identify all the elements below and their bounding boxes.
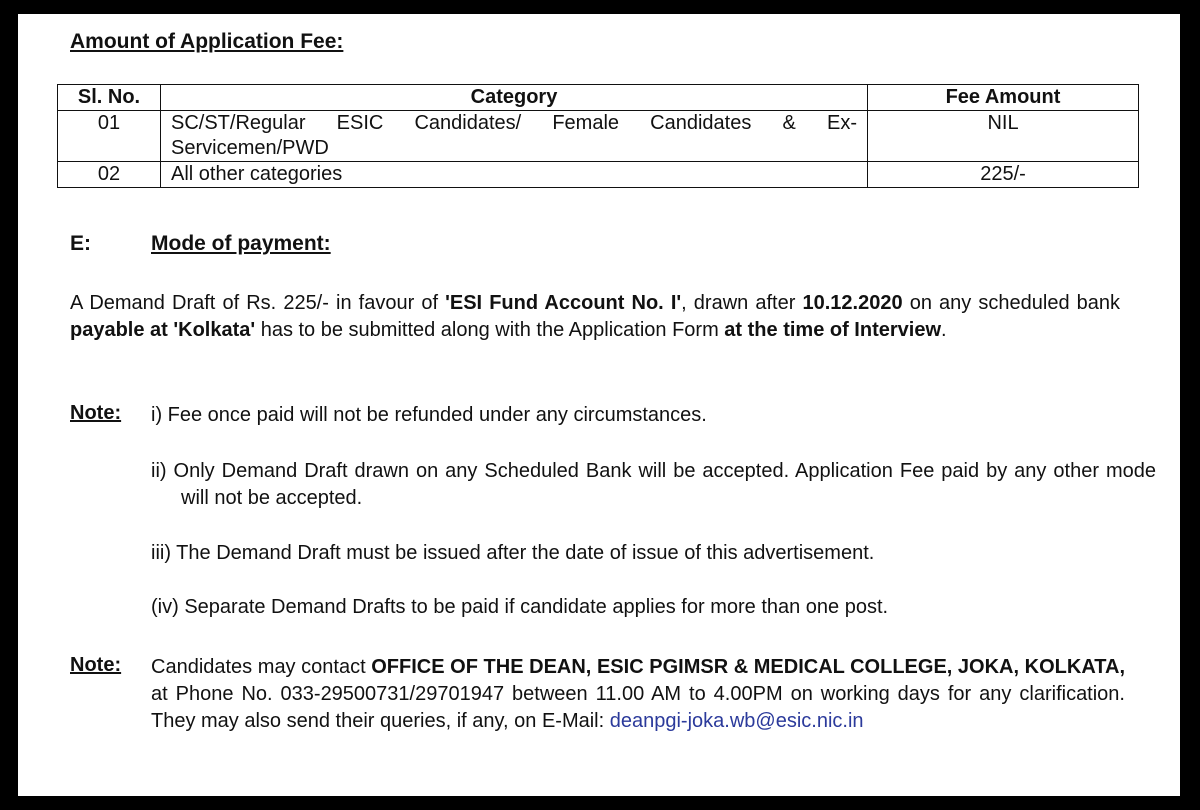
payment-text: , drawn after [681, 292, 803, 314]
row-sl: 01 [58, 111, 161, 162]
note-item: iii) The Demand Draft must be issued after the date of issue of this advertisement. [151, 542, 875, 564]
note-item: i) Fee once paid will not be refunded under any circumstances. [151, 404, 707, 426]
note-item: ii) Only Demand Draft drawn on any Scheduled Bank will be accepted. Application Fee paid by any other mode will not be accepted. [151, 460, 1156, 509]
payment-bold: at the time of Interview [724, 319, 942, 341]
payment-heading: Mode of payment: [151, 232, 331, 255]
office-name: OFFICE OF THE DEAN, ESIC PGIMSR & MEDICAL COLLEGE, JOKA, KOLKATA, [371, 656, 1126, 678]
note-item: (iv) Separate Demand Drafts to be paid if candidate applies for more than one post. [151, 596, 889, 618]
note-label: Note: [70, 654, 122, 676]
row-sl: 02 [58, 162, 161, 188]
contact-text: at Phone No. 033-29500731/29701947 between 11.00 AM to 4.00PM on working days for any clarification. They may also send their queries, if any, on E-Mail: [151, 683, 1125, 732]
payment-text: has to be submitted along with the Application Form [255, 319, 725, 341]
contact-text: Candidates may contact [151, 656, 372, 678]
payment-text: on any scheduled bank [902, 292, 1121, 314]
fee-table [57, 84, 1139, 188]
payment-text: . [941, 319, 947, 341]
email-link[interactable]: deanpgi-joka.wb@esic.nic.in [609, 710, 864, 732]
row-category: All other categories [161, 162, 868, 188]
row-fee: NIL [868, 111, 1139, 162]
col-header-fee: Fee Amount [868, 85, 1139, 111]
contact-paragraph [151, 654, 1125, 735]
table-row [58, 111, 1139, 162]
row-fee: 225/- [868, 162, 1139, 188]
payment-bold: 'ESI Fund Account No. I' [445, 292, 682, 314]
fee-heading: Amount of Application Fee: [70, 30, 344, 53]
note-label: Note: [70, 402, 122, 424]
payment-paragraph [70, 290, 1120, 344]
section-label: E: [70, 232, 91, 255]
col-header-sl: Sl. No. [58, 85, 161, 111]
row-category: SC/ST/Regular ESIC Candidates/ Female Candidates & Ex-Servicemen/PWD [161, 111, 868, 162]
table-header-row [58, 85, 1139, 111]
payment-bold: payable at 'Kolkata' [70, 319, 256, 341]
document-page [18, 14, 1180, 796]
payment-text: A Demand Draft of Rs. 225/- in favour of [70, 292, 446, 314]
table-row [58, 162, 1139, 188]
payment-bold: 10.12.2020 [802, 292, 903, 314]
col-header-category: Category [161, 85, 868, 111]
